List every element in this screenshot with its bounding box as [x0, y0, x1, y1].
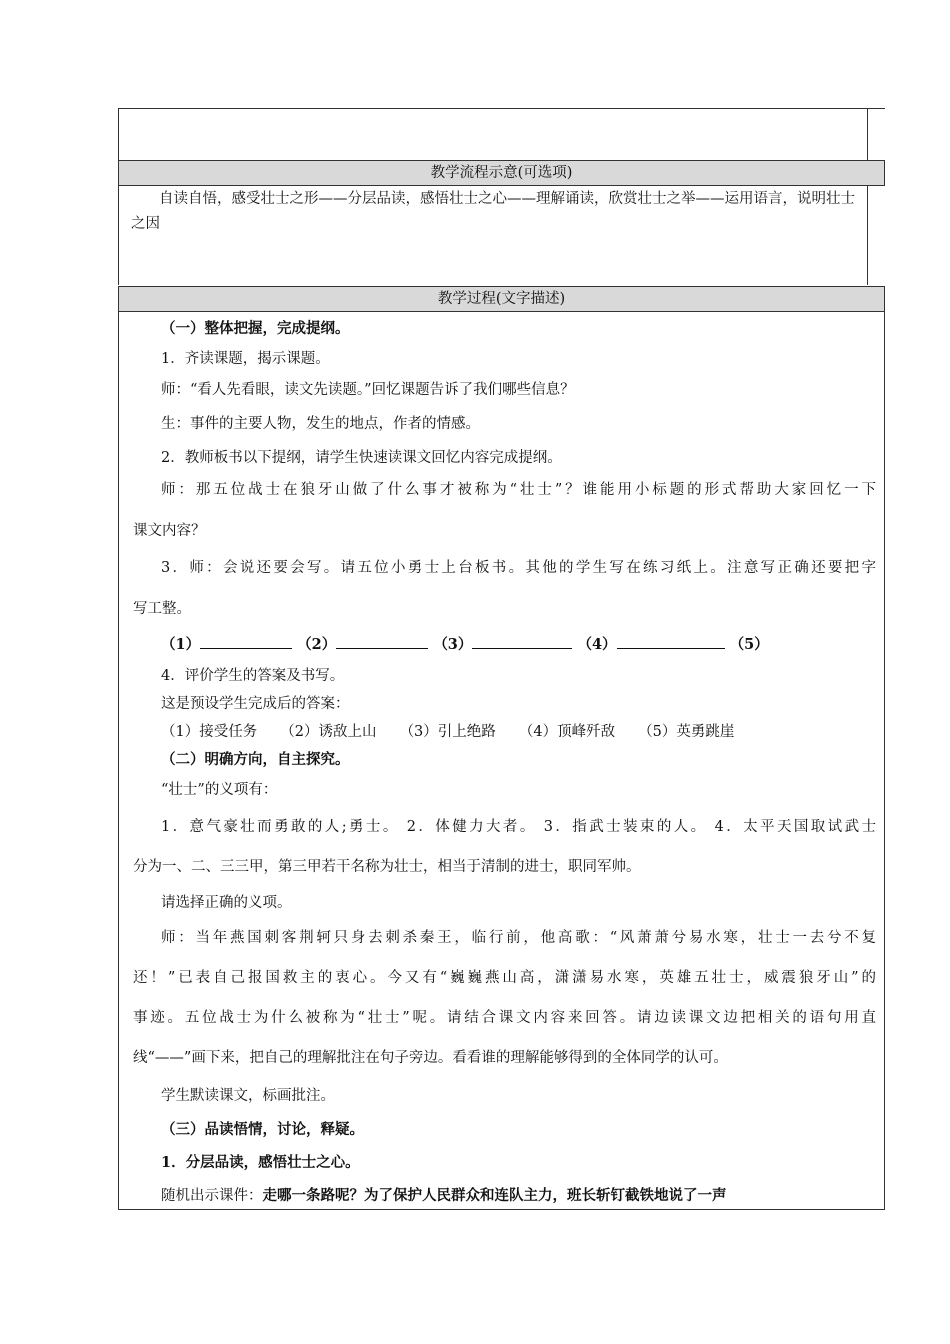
blank-label-2: （2） — [297, 636, 337, 653]
top-empty-cell — [118, 108, 868, 160]
courseware-line — [133, 1184, 876, 1205]
heading-part-two: （二）明确方向，自主探究。 — [161, 751, 350, 768]
teacher-line-3b: 还！”已表自己报国救主的衷心。今又有“巍巍燕山高，潇潇易水寒，英雄五壮士，威震狼牙山”的 — [133, 970, 876, 986]
choose-definition: 请选择正确的义项。 — [161, 895, 292, 911]
flow-section-body — [118, 185, 868, 285]
answers-row — [133, 720, 876, 741]
teacher-line-2a: 师：那五位战士在狼牙山做了什么事才被称为“壮士”？谁能用小标题的形式帮助大家回忆一下 — [161, 482, 876, 498]
teacher-line-3a: 师：当年燕国刺客荆轲只身去刺杀秦王，临行前，他高歌：“风萧萧兮易水寒，壮士一去兮不复 — [161, 930, 876, 946]
blank-label-5: （5） — [729, 636, 769, 653]
teacher-line-2b: 课文内容？ — [133, 523, 206, 539]
step-4: 4．评价学生的答案及书写。 — [161, 668, 345, 684]
blank-line-1 — [200, 634, 292, 649]
step-1: 1．齐读课题，揭示课题。 — [161, 351, 330, 367]
teacher-line-1: 师：“看人先看眼，读文先读题。”回忆课题告诉了我们哪些信息？ — [161, 382, 575, 398]
table-border-extension — [867, 108, 885, 109]
step-3b: 写工整。 — [133, 601, 191, 617]
student-line-1: 生：事件的主要人物，发生的地点，作者的情感。 — [161, 416, 480, 432]
blank-line-4 — [617, 634, 725, 649]
blank-label-1: （1） — [161, 636, 201, 653]
step-3-1: 1．分层品读，感悟壮士之心。 — [161, 1154, 360, 1171]
step-3a: 3．师：会说还要会写。请五位小勇士上台板书。其他的学生写在练习纸上。注意写正确还要把字 — [161, 560, 876, 576]
answer-1: （1）接受任务 — [161, 724, 258, 740]
answer-3: （3）引上绝路 — [399, 724, 496, 740]
flow-description: 自读自悟，感受壮士之形——分层品读，感悟壮士之心——理解诵读，欣赏壮士之举——运用语言，说明壮士之因 — [131, 191, 855, 232]
answers-intro: 这是预设学生完成后的答案： — [161, 696, 350, 712]
process-section-header: 教学过程(文字描述) — [118, 286, 885, 312]
blank-label-3: （3） — [433, 636, 473, 653]
blank-line-2 — [336, 634, 428, 649]
definition-intro: “壮士”的义项有： — [161, 782, 278, 798]
definitions-a: 1．意气豪壮而勇敢的人;勇士。 2．体健力大者。 3．指武士装束的人。 4．太平天国取试武士 — [161, 819, 876, 835]
blank-line-3 — [472, 634, 572, 649]
answer-4: （4）顶峰歼敌 — [518, 724, 616, 740]
heading-part-one: （一）整体把握，完成提纲。 — [161, 320, 350, 337]
process-section-body — [118, 312, 885, 1210]
definitions-b: 分为一、二、三三甲，第三甲若干名称为壮士，相当于清制的进士，职同军帅。 — [133, 859, 641, 875]
blank-label-4: （4） — [577, 636, 617, 653]
student-activity: 学生默读课文，标画批注。 — [161, 1088, 335, 1104]
heading-part-three: （三）品读悟情，讨论，释疑。 — [161, 1121, 364, 1138]
answer-5: （5）英勇跳崖 — [638, 724, 735, 740]
flow-section-header: 教学流程示意(可选项) — [118, 160, 885, 186]
outline-blanks — [133, 633, 876, 654]
step-2: 2．教师板书以下提纲，请学生快速读课文回忆内容完成提纲。 — [161, 450, 562, 466]
courseware-quote: 走哪一条路呢？为了保护人民群众和连队主力，班长斩钉截铁地说了一声 — [262, 1187, 727, 1204]
answer-2: （2）诱敌上山 — [280, 724, 377, 740]
teacher-line-3d: 线“——”画下来，把自己的理解批注在句子旁边。看看谁的理解能够得到的全体同学的认可。 — [133, 1050, 728, 1066]
teacher-line-3c: 事迹。五位战士为什么被称为“壮士”呢。请结合课文内容来回答。请边读课文边把相关的语句用直 — [133, 1010, 876, 1026]
courseware-prefix: 随机出示课件： — [161, 1188, 263, 1204]
